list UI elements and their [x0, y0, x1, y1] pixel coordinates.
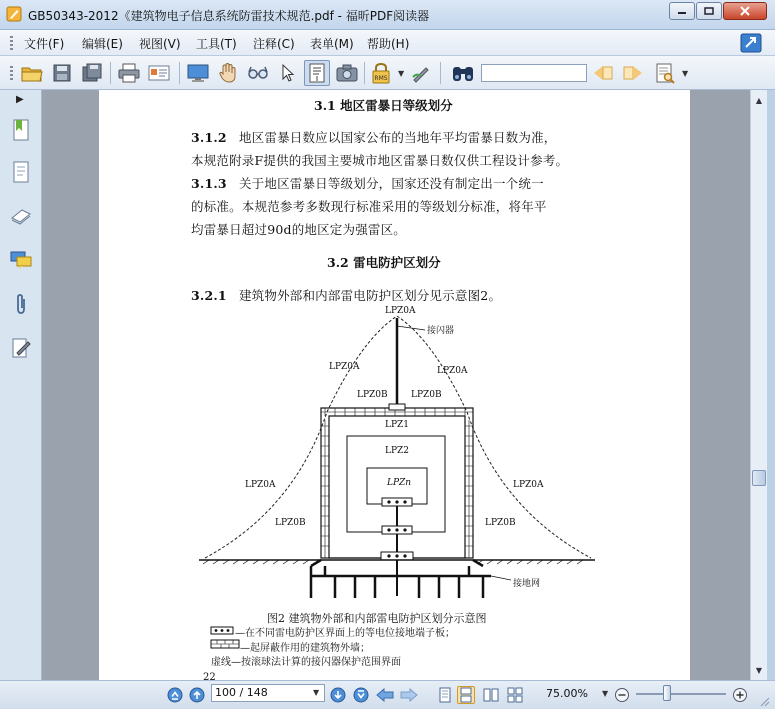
label-lpzn: LPZn [387, 478, 412, 488]
chevron-down-icon[interactable]: ▼ [313, 688, 320, 697]
lpz-zone-diagram [99, 90, 690, 680]
printer-icon [118, 63, 140, 83]
save-icon [52, 63, 72, 83]
label-lpz0b-left-lower: LPZ0B [275, 518, 306, 528]
camera-icon [336, 64, 358, 82]
previous-page-button[interactable] [188, 686, 206, 704]
fullscreen-button[interactable] [185, 60, 211, 86]
back-arrow-icon [376, 688, 394, 702]
clause-text: 关于地区雷暴日等级划分，国家还没有制定出一个统一 [238, 176, 544, 191]
facing-page-button[interactable] [482, 686, 500, 704]
restore-icon [704, 7, 714, 15]
app-icon [6, 6, 22, 22]
zoom-slider-track[interactable] [636, 693, 726, 695]
paragraph-3-1-2-line-2: 本规范附录F提供的我国主要城市地区雷暴日数仅供工程设计参考。 [191, 153, 569, 168]
forward-arrow-icon [400, 688, 418, 702]
save-as-icon [81, 63, 103, 83]
save-button[interactable] [49, 60, 75, 86]
zoom-in-button[interactable] [731, 686, 749, 704]
scroll-down-icon[interactable]: ▼ [755, 665, 763, 675]
section-heading-3-2: 3.2 雷电防护区划分 [327, 255, 441, 270]
label-lpz0b-right-roof: LPZ0B [411, 390, 442, 400]
window-title: GB50343-2012《建筑物电子信息系统防雷技术规范.pdf - 福昕PDF阅读器 [28, 9, 430, 23]
paragraph-3-1-3-line-3: 均雷暴日超过90d的地区定为强雷区。 [191, 222, 407, 237]
paragraph-3-1-3-line-2: 的标准。本规范参考多数现行标准采用的等级划分标准，将年平 [191, 199, 547, 214]
hand-icon [218, 62, 238, 84]
first-page-button[interactable] [166, 686, 184, 704]
clause-text: 建筑物外部和内部雷电防护区划分见示意图2。 [238, 288, 502, 303]
label-lpz1: LPZ1 [385, 420, 410, 430]
bookmarks-icon[interactable] [10, 118, 32, 142]
save-as-button[interactable] [79, 60, 105, 86]
search-document-icon [654, 62, 676, 84]
legend-dashed-line: 虚线—按滚球法计算的接闪器保护范围界面 [211, 657, 401, 668]
single-page-button[interactable] [436, 686, 454, 704]
navigation-panel [0, 90, 42, 680]
menu-comment[interactable]: 注释(C) [253, 37, 295, 51]
layers-icon[interactable] [10, 204, 32, 228]
zoom-level[interactable]: 75.00% [546, 687, 588, 700]
snapshot-button[interactable] [334, 60, 360, 86]
menu-file[interactable]: 文件(F) [24, 37, 65, 51]
menu-help[interactable]: 帮助(H) [367, 37, 410, 51]
legend-shield-wall: —起屏蔽作用的建筑物外墙； [240, 643, 370, 654]
close-icon [739, 6, 751, 16]
scrollbar-thumb[interactable] [752, 470, 766, 486]
maximize-button[interactable] [696, 2, 722, 20]
pages-icon[interactable] [10, 160, 32, 184]
menu-view[interactable]: 视图(V) [139, 37, 181, 51]
label-lpz0a-right-upper: LPZ0A [437, 366, 468, 376]
open-folder-icon [21, 63, 43, 83]
find-next-button[interactable] [620, 60, 646, 86]
label-lpz0a-top: LPZ0A [385, 306, 416, 316]
zoom-out-button[interactable] [613, 686, 631, 704]
document-viewport[interactable] [42, 90, 750, 680]
last-page-icon [353, 687, 369, 703]
go-back-button[interactable] [376, 686, 394, 704]
separator [364, 62, 365, 84]
expand-panel-icon[interactable]: ▶ [16, 94, 24, 105]
menu-bar [0, 30, 775, 56]
find-button[interactable] [450, 60, 476, 86]
label-lpz0b-right-lower: LPZ0B [485, 518, 516, 528]
last-page-button[interactable] [352, 686, 370, 704]
scroll-up-icon[interactable]: ▲ [755, 95, 763, 105]
cursor-arrow-icon [280, 63, 296, 83]
continuous-page-icon [459, 687, 473, 703]
text-select-button[interactable] [304, 60, 330, 86]
chevron-down-icon[interactable]: ▼ [398, 69, 405, 78]
rms-button[interactable] [368, 60, 394, 86]
menu-form[interactable]: 表单(M) [310, 37, 354, 51]
continuous-facing-button[interactable] [506, 686, 524, 704]
facing-page-icon [483, 687, 499, 703]
label-lpz0b-left-roof: LPZ0B [357, 390, 388, 400]
open-button[interactable] [19, 60, 45, 86]
pdf-page [99, 90, 690, 680]
binoculars-icon [451, 63, 475, 83]
continuous-page-button[interactable] [457, 686, 475, 704]
clause-number: 3.1.2 [191, 130, 227, 145]
clause-number: 3.1.3 [191, 176, 227, 191]
zoom-tool-button[interactable] [245, 60, 271, 86]
label-lpz0a-left-upper: LPZ0A [329, 362, 360, 372]
arrow-down-icon [330, 687, 346, 703]
properties-icon [148, 64, 170, 82]
arrow-up-icon [189, 687, 205, 703]
chevron-down-icon[interactable]: ▼ [682, 69, 689, 78]
label-lpz0a-right-lower: LPZ0A [513, 480, 544, 490]
page-number-input[interactable]: 100 / 148 [211, 684, 325, 702]
search-options-button[interactable] [652, 60, 678, 86]
zoom-in-icon [732, 687, 748, 703]
signatures-icon[interactable] [10, 336, 32, 360]
label-earth-network: 接地网 [513, 579, 541, 589]
go-forward-button[interactable] [400, 686, 418, 704]
attachments-icon[interactable] [10, 292, 32, 316]
menu-grip [10, 36, 13, 50]
menu-edit[interactable]: 编辑(E) [82, 37, 123, 51]
glasses-icon [247, 63, 269, 83]
text-select-icon [308, 63, 326, 83]
page-number: 22 [203, 672, 216, 680]
find-previous-icon [592, 63, 614, 83]
separator [110, 62, 111, 84]
comments-icon[interactable] [10, 248, 32, 272]
resize-grip-icon[interactable] [758, 695, 770, 707]
minimize-button[interactable] [669, 2, 695, 20]
search-input[interactable] [481, 64, 587, 82]
separator [179, 62, 180, 84]
title-bar [0, 0, 775, 30]
label-lpz0a-left-lower: LPZ0A [245, 480, 276, 490]
vertical-scrollbar[interactable] [750, 90, 767, 680]
email-button[interactable] [146, 60, 172, 86]
label-lpz2: LPZ2 [385, 446, 410, 456]
continuous-facing-icon [507, 687, 523, 703]
toolbar-grip [10, 66, 13, 80]
minimize-icon [677, 7, 687, 15]
zoom-slider-handle[interactable] [663, 685, 671, 701]
select-tool-button[interactable] [275, 60, 301, 86]
first-page-icon [167, 687, 183, 703]
close-button[interactable] [723, 2, 767, 20]
zoom-out-icon [614, 687, 630, 703]
sign-button[interactable] [408, 60, 434, 86]
hand-tool-button[interactable] [215, 60, 241, 86]
section-heading-3-1: 3.1 地区雷暴日等级划分 [314, 98, 453, 113]
print-button[interactable] [116, 60, 142, 86]
menu-tools[interactable]: 工具(T) [196, 37, 237, 51]
figure-caption: 图2 建筑物外部和内部雷电防护区划分示意图 [267, 612, 487, 625]
legend-bonding-bar: —在不同雷电防护区界面上的等电位接地端子板； [235, 628, 455, 639]
clause-number: 3.2.1 [191, 288, 227, 303]
find-previous-button[interactable] [590, 60, 616, 86]
single-page-icon [438, 687, 452, 703]
next-page-button[interactable] [329, 686, 347, 704]
expand-icon[interactable] [740, 33, 762, 53]
monitor-icon [187, 63, 209, 83]
status-bar [0, 680, 775, 709]
chevron-down-icon[interactable]: ▼ [602, 689, 609, 698]
separator [440, 62, 441, 84]
svg-text:RMS: RMS [374, 75, 388, 82]
label-air-terminal: 接闪器 [427, 326, 455, 336]
find-next-icon [622, 63, 644, 83]
toolbar [0, 56, 775, 90]
pen-sign-icon [411, 63, 431, 83]
rms-lock-icon [369, 62, 393, 84]
clause-text: 地区雷暴日数应以国家公布的当地年平均雷暴日数为准， [238, 130, 557, 145]
